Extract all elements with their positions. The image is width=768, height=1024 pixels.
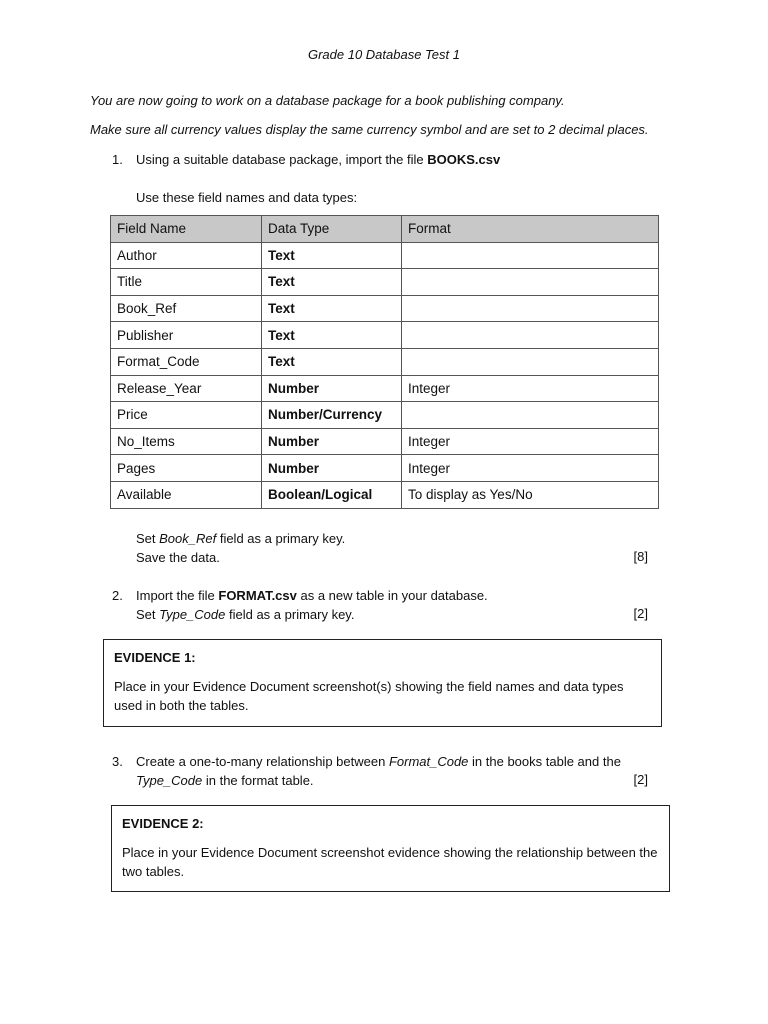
table-row	[111, 481, 659, 508]
question-1-marks: [8]	[633, 549, 648, 564]
data-type-cell: Boolean/Logical	[262, 481, 402, 508]
data-type-cell: Text	[262, 242, 402, 269]
format-cell: Integer	[402, 375, 659, 402]
table-row	[111, 455, 659, 482]
q3-type-code: Type_Code	[136, 773, 203, 788]
q3-format-code: Format_Code	[388, 754, 469, 769]
question-2-text	[136, 586, 488, 605]
question-3-marks: [2]	[633, 772, 648, 787]
primary-key-instruction	[136, 529, 345, 548]
format-cell	[402, 402, 659, 429]
save-instruction: Save the data.	[136, 550, 220, 565]
question-3-line-1	[136, 752, 621, 771]
question-2-post: as a new table in your database.	[296, 588, 488, 603]
table-header-row	[111, 216, 659, 243]
data-type-cell: Number	[262, 455, 402, 482]
q2-set-post: field as a primary key.	[225, 607, 355, 622]
field-name-cell: Author	[111, 242, 262, 269]
field-name-cell: Price	[111, 402, 262, 429]
header-data-type: Data Type	[262, 216, 402, 243]
format-cell: Integer	[402, 428, 659, 455]
field-name-cell: Available	[111, 481, 262, 508]
q3-post: in the format table.	[202, 773, 314, 788]
page-title: Grade 10 Database Test 1	[307, 47, 460, 62]
question-1-pre: Using a suitable database package, import the file	[136, 152, 428, 167]
q3-pre: Create a one-to-many relationship between	[136, 754, 389, 769]
table-row	[111, 295, 659, 322]
data-type-cell: Text	[262, 295, 402, 322]
evidence-1-text: Place in your Evidence Document screenshot(s) showing the field names and data types used in both the tables.	[114, 679, 624, 713]
question-2-marks: [2]	[633, 606, 648, 621]
question-2-pre: Import the file	[136, 588, 219, 603]
question-2-primary-key	[136, 605, 354, 624]
evidence-1-box	[103, 639, 662, 727]
format-cell	[402, 322, 659, 349]
field-name-cell: No_Items	[111, 428, 262, 455]
field-name-cell: Format_Code	[111, 348, 262, 375]
data-type-cell: Text	[262, 322, 402, 349]
field-name-cell: Publisher	[111, 322, 262, 349]
header-field-name: Field Name	[111, 216, 262, 243]
question-1-text	[136, 150, 500, 169]
data-type-cell: Number/Currency	[262, 402, 402, 429]
field-table	[110, 215, 659, 509]
evidence-2-title: EVIDENCE 2:	[122, 816, 204, 831]
format-cell	[402, 348, 659, 375]
evidence-2-text: Place in your Evidence Document screenshot evidence showing the relationship between the two tables.	[122, 845, 658, 879]
table-row	[111, 348, 659, 375]
q2-set-pre: Set	[136, 607, 160, 622]
table-row	[111, 322, 659, 349]
question-3-line-2	[136, 771, 314, 790]
evidence-1-title: EVIDENCE 1:	[114, 650, 196, 665]
field-name-cell: Book_Ref	[111, 295, 262, 322]
question-1-number: 1.	[112, 152, 123, 167]
question-2-number: 2.	[112, 588, 123, 603]
data-type-cell: Number	[262, 375, 402, 402]
field-name-cell: Title	[111, 269, 262, 296]
q3-mid: in the books table and the	[468, 754, 621, 769]
set-pre: Set	[136, 531, 160, 546]
table-row	[111, 402, 659, 429]
format-cell	[402, 295, 659, 322]
format-cell	[402, 242, 659, 269]
table-row	[111, 375, 659, 402]
evidence-2-box	[111, 805, 670, 892]
data-type-cell: Text	[262, 348, 402, 375]
format-cell: Integer	[402, 455, 659, 482]
field-name-cell: Pages	[111, 455, 262, 482]
table-row	[111, 428, 659, 455]
book-ref-field: Book_Ref	[159, 531, 217, 546]
intro-line-2: Make sure all currency values display the same currency symbol and are set to 2 decimal places.	[90, 122, 649, 137]
field-name-cell: Release_Year	[111, 375, 262, 402]
question-1-file: BOOKS.csv	[427, 152, 501, 167]
table-row	[111, 269, 659, 296]
table-row	[111, 242, 659, 269]
header-format: Format	[402, 216, 659, 243]
question-2-file: FORMAT.csv	[218, 588, 297, 603]
data-type-cell: Text	[262, 269, 402, 296]
field-instructions: Use these field names and data types:	[136, 190, 358, 205]
data-type-cell: Number	[262, 428, 402, 455]
intro-line-1: You are now going to work on a database package for a book publishing company.	[90, 93, 565, 108]
question-3-number: 3.	[112, 754, 123, 769]
format-cell: To display as Yes/No	[402, 481, 659, 508]
type-code-field: Type_Code	[159, 607, 226, 622]
set-post: field as a primary key.	[216, 531, 346, 546]
format-cell	[402, 269, 659, 296]
